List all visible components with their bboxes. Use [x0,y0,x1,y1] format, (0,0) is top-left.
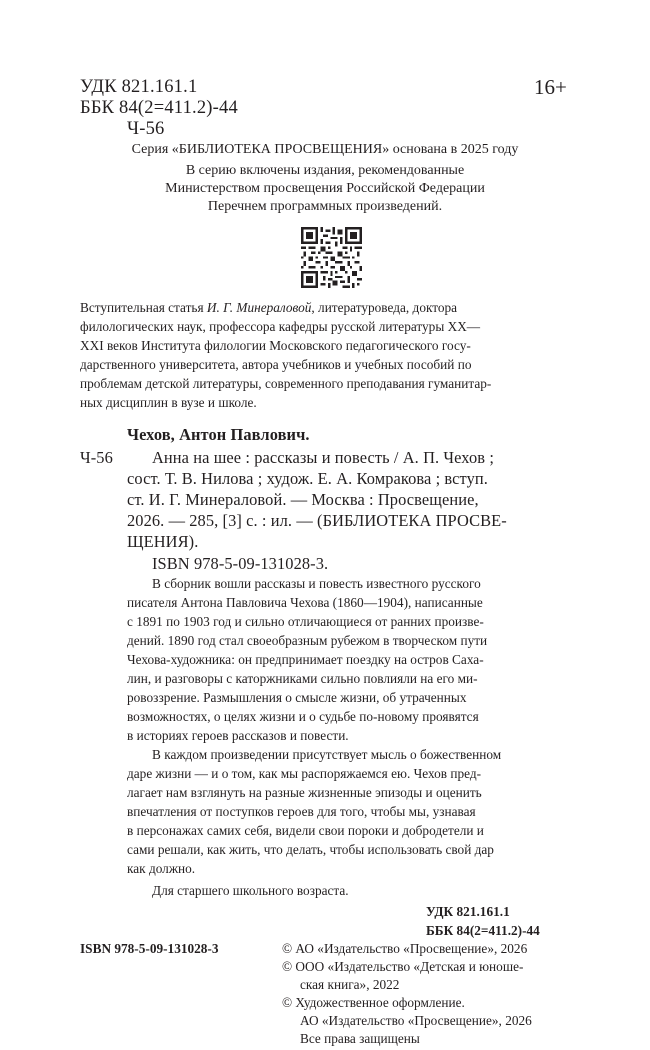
intro-line-2: филологических наук, профессора кафедры русской литературы XX— [80,319,481,334]
series-line-4: Перечнем программных произведений. [207,199,443,214]
footer-isbn: ISBN 978-5-09-131028-3 [80,941,219,956]
series-line-3: Министерством просвещения Российской Федерации [165,181,485,196]
annotation-p1-line-3: с 1891 по 1903 год и сильно отличающиеся от ранних произве- [127,614,484,629]
biblio-line-4: 2026. — 285, [3] с. : ил. — (БИБЛИОТЕКА ПРОСВЕ- [127,511,507,530]
annotation-p2-line-5: в персонажах самих себя, видели свои пороки и добродетели и [127,823,484,838]
intro-line-3: XXI веков Института филологии Московского педагогического госу- [80,338,471,353]
age-note: Для старшего школьного возраста. [152,883,349,898]
copyright-line-4: © Художественное оформление. [282,995,465,1010]
biblio-isbn: ISBN 978-5-09-131028-3. [152,554,329,573]
annotation-p1-line-2: писателя Антона Павловича Чехова (1860—1904), написанные [127,595,483,610]
copyright-line-1: © АО «Издательство «Просвещение», 2026 [282,941,528,956]
annotation-p1-line-9: в историях героев рассказов и повести. [127,728,349,743]
intro-line-1: Вступительная статья И. Г. Минераловой, литературоведа, доктора [80,300,458,315]
annotation-p1-line-5: Чехова-художника: он предпринимает поездку на остров Саха- [127,652,484,667]
intro-line-4: дарственного университета, автора учебников и учебных пособий по [80,357,472,372]
annotation-p2-line-7: как должно. [127,861,196,876]
biblio-line-1: Анна на шее : рассказы и повесть / А. П. Чехов ; [152,448,494,467]
biblio-line-3: ст. И. Г. Минераловой. — Москва : Просвещение, [127,490,479,509]
qr-code-icon [301,227,362,288]
copyright-line-6: Все права защищены [300,1031,420,1046]
annotation-p2-line-3: лагает нам взглянуть на разные жизненные эпизоды и оценить [127,785,482,800]
biblio-line-2: сост. Т. В. Нилова ; худож. Е. А. Комракова ; вступ. [127,469,488,488]
age-rating: 16+ [534,75,567,99]
biblio-author-mark: Ч-56 [80,448,113,467]
annotation-p1-line-6: лин, и разговоры с каторжниками сильно повлияли на его ми- [127,671,478,686]
annotation-p2-line-1: В каждом произведении присутствует мысль о божественном [152,747,502,762]
book-author: Чехов, Антон Павлович. [127,425,310,444]
annotation-p1-line-8: возможностях, о целях жизни и о судьбе по-новому проявятся [127,709,479,724]
biblio-line-5: ЩЕНИЯ). [127,532,199,551]
author-mark: Ч-56 [127,119,165,139]
copyright-line-2: © ООО «Издательство «Детская и юноше- [282,959,524,974]
copyright-line-3: ская книга», 2022 [300,977,400,992]
series-line-2: В серию включены издания, рекомендованные [185,163,465,178]
footer-bbk: ББК 84(2=411.2)-44 [426,923,540,938]
annotation-p2-line-2: даре жизни — и о том, как мы распоряжаемся ею. Чехов пред- [127,766,482,781]
annotation-p2-line-4: впечатления от поступков героев для того, чтобы мы, узнавая [127,804,476,819]
bbk-code: ББК 84(2=411.2)-44 [80,98,238,118]
annotation-p1-line-4: дений. 1890 год стал своеобразным рубежом в творческом пути [127,633,488,648]
annotation-p2-line-6: сами решали, как жить, что делать, чтобы использовать свой дар [127,842,494,857]
copyright-line-5: АО «Издательство «Просвещение», 2026 [300,1013,532,1028]
series-line-1: Серия «БИБЛИОТЕКА ПРОСВЕЩЕНИЯ» основана в 2025 году [131,142,519,157]
intro-line-5: проблемам детской литературы, современного преподавания гуманитар- [80,376,492,391]
intro-line-6: ных дисциплин в вузе и школе. [80,395,257,410]
footer-udk: УДК 821.161.1 [426,904,510,919]
annotation-p1-line-1: В сборник вошли рассказы и повесть известного русского [152,576,481,591]
udk-code: УДК 821.161.1 [80,77,198,97]
annotation-p1-line-7: ровоззрение. Размышления о смысле жизни, об утраченных [127,690,467,705]
intro-author-name: И. Г. Минераловой [206,300,312,315]
